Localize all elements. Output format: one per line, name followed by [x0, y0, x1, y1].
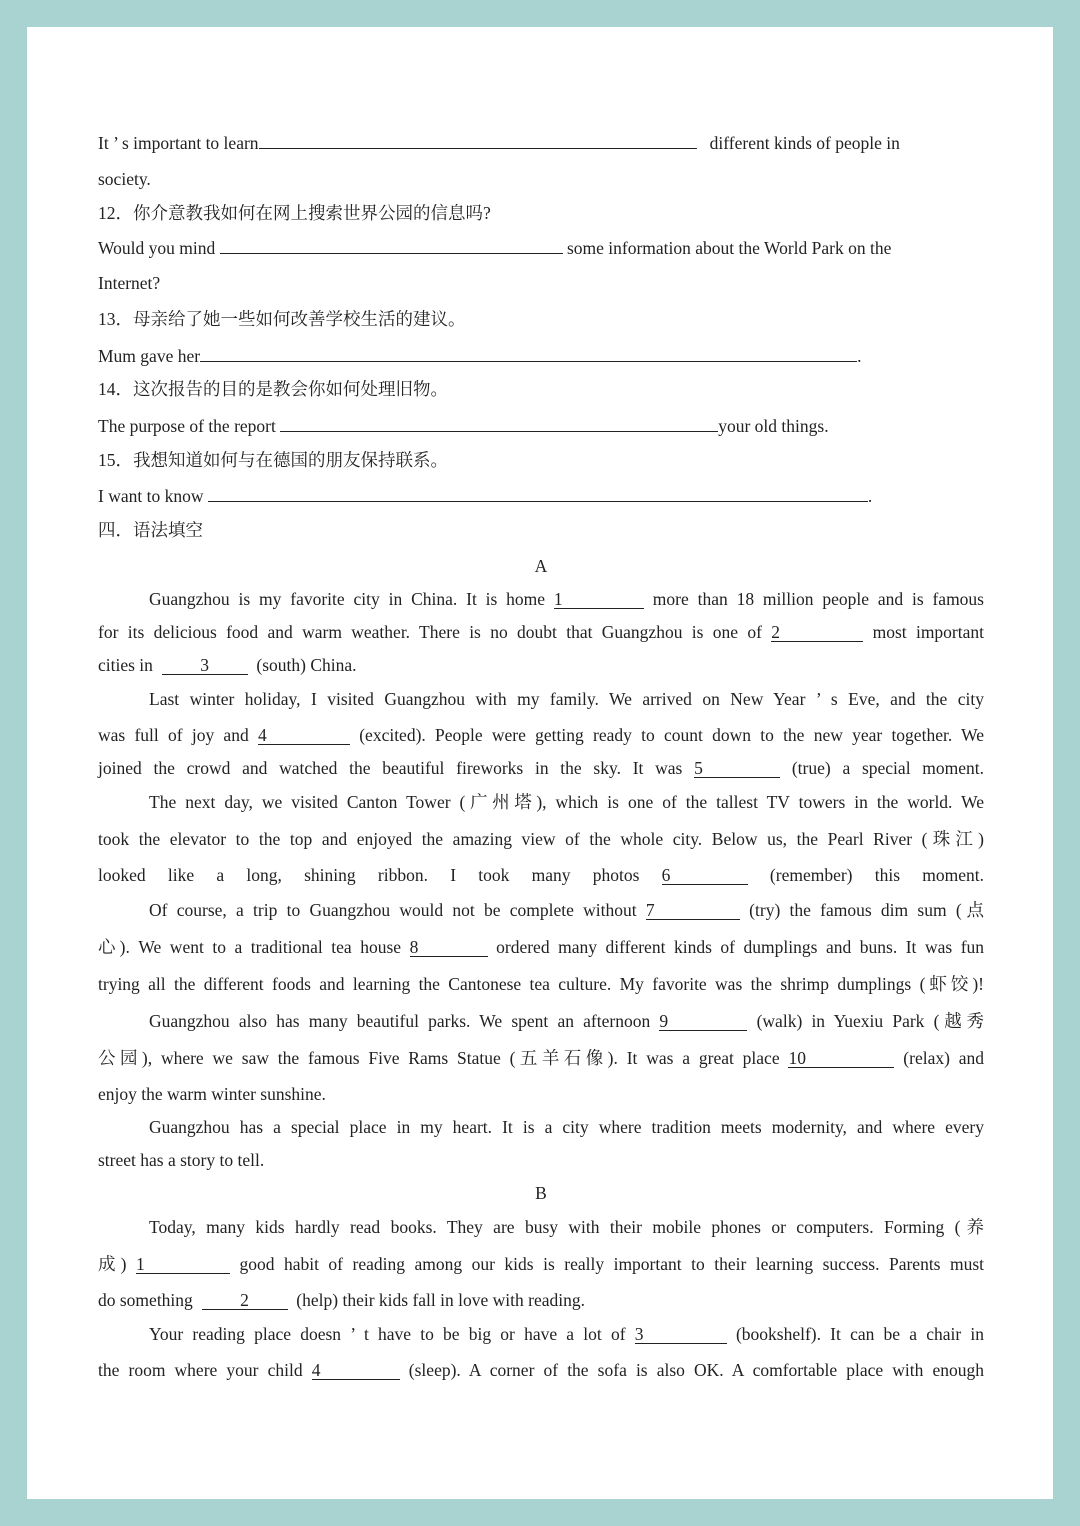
gap-blank-b3[interactable]: 3	[635, 1325, 727, 1344]
passage-a-line: 心). We went to a traditional tea house 8 ordered many different kinds of dumplings and buns. It was fun	[98, 937, 985, 957]
passage-a-label: A	[534, 556, 548, 576]
gap-blank-6[interactable]: 6	[662, 866, 748, 885]
passage-a-line: Last winter holiday, I visited Guangzhou with my family. We arrived on New Year ’ s Eve, and the city	[149, 689, 984, 709]
gap-blank-9[interactable]: 9	[659, 1012, 747, 1031]
passage-a-line: for its delicious food and warm weather. There is no doubt that Guangzhou is one of 2 most important	[98, 622, 984, 642]
passage-b-label: B	[535, 1183, 547, 1203]
gap-blank-5[interactable]: 5	[694, 759, 780, 778]
passage-a-line: joined the crowd and watched the beautiful fireworks in the sky. It was 5 (true) a special moment.	[98, 758, 985, 778]
passage-a-line: 公园), where we saw the famous Five Rams Statue (五羊石像). It was a great place 10 (relax) and	[98, 1048, 985, 1068]
passage-b-line: 成) 1 good habit of reading among our kids is really important to their learning success. Parents must	[98, 1254, 985, 1274]
gap-blank-3[interactable]: 3	[162, 656, 248, 675]
passage-a-line: street has a story to tell.	[98, 1150, 265, 1170]
answer-blank[interactable]	[200, 361, 857, 362]
passage-a-line: Guangzhou is my favorite city in China. It is home 1 more than 18 million people and is famous	[149, 589, 984, 609]
passage-b-line: Today, many kids hardly read books. They are busy with their mobile phones or computers. Forming (养	[149, 1217, 984, 1237]
passage-b-line: the room where your child 4 (sleep). A corner of the sofa is also OK. A comfortable place with enough	[98, 1360, 985, 1380]
passage-a-line: was full of joy and 4 (excited). People were getting ready to count down to the new year together. We	[98, 725, 985, 745]
answer-blank[interactable]	[220, 253, 563, 254]
passage-a-line: took the elevator to the top and enjoyed the amazing view of the whole city. Below us, the Pearl River (珠江)	[98, 829, 984, 849]
passage-b-line: Your reading place doesn ’ t have to be big or have a lot of 3 (bookshelf). It can be a chair in	[149, 1324, 985, 1344]
gap-blank-b1[interactable]: 1	[136, 1255, 230, 1274]
gap-blank-1[interactable]: 1	[554, 590, 644, 609]
gap-blank-b2[interactable]: 2	[202, 1291, 288, 1310]
q11-english-line-end: society.	[98, 169, 151, 189]
gap-blank-2[interactable]: 2	[771, 623, 863, 642]
passage-a-line: Of course, a trip to Guangzhou would not be complete without 7 (try) the famous dim sum (点	[149, 900, 985, 920]
passage-a-line: cities in 3 (south) China.	[98, 655, 357, 675]
gap-blank-4[interactable]: 4	[258, 726, 350, 745]
q13-chinese-prompt: 13．母亲给了她一些如何改善学校生活的建议。	[98, 309, 466, 329]
passage-a-line: Guangzhou also has many beautiful parks. We spent an afternoon 9 (walk) in Yuexiu Park (越秀	[149, 1011, 985, 1031]
gap-blank-8[interactable]: 8	[410, 938, 488, 957]
q14-english-line: The purpose of the report your old things.	[98, 416, 829, 436]
gap-blank-b4[interactable]: 4	[312, 1361, 400, 1380]
q12-english-line: Would you mind some information about the World Park on the	[98, 238, 892, 258]
passage-a-line: looked like a long, shining ribbon. I took many photos 6 (remember) this moment.	[98, 865, 985, 885]
section-4-heading: 四．语法填空	[98, 520, 203, 540]
q15-english-line: I want to know .	[98, 486, 873, 506]
q14-chinese-prompt: 14．这次报告的目的是教会你如何处理旧物。	[98, 379, 448, 399]
passage-a-line: Guangzhou has a special place in my heart. It is a city where tradition meets modernity, and where every	[149, 1117, 984, 1137]
gap-blank-7[interactable]: 7	[646, 901, 740, 920]
answer-blank[interactable]	[259, 148, 697, 149]
passage-a-line: trying all the different foods and learning the Cantonese tea culture. My favorite was the shrimp dumplings (虾饺)!	[98, 974, 984, 994]
q12-chinese-prompt: 12．你介意教我如何在网上搜索世界公园的信息吗?	[98, 203, 491, 223]
q12-english-line-end: Internet?	[98, 273, 161, 293]
passage-a-line: enjoy the warm winter sunshine.	[98, 1084, 326, 1104]
q15-chinese-prompt: 15．我想知道如何与在德国的朋友保持联系。	[98, 450, 448, 470]
passage-b-line: do something 2 (help) their kids fall in love with reading.	[98, 1290, 585, 1310]
q11-english-line: It ’ s important to learn different kinds of people in	[98, 133, 900, 153]
answer-blank[interactable]	[208, 501, 868, 502]
q13-english-line: Mum gave her .	[98, 346, 862, 366]
answer-blank[interactable]	[280, 431, 718, 432]
gap-blank-10[interactable]: 10	[788, 1049, 894, 1068]
passage-a-line: The next day, we visited Canton Tower (广州塔), which is one of the tallest TV towers in the world. We	[149, 792, 984, 812]
worksheet-page	[27, 27, 1053, 1499]
